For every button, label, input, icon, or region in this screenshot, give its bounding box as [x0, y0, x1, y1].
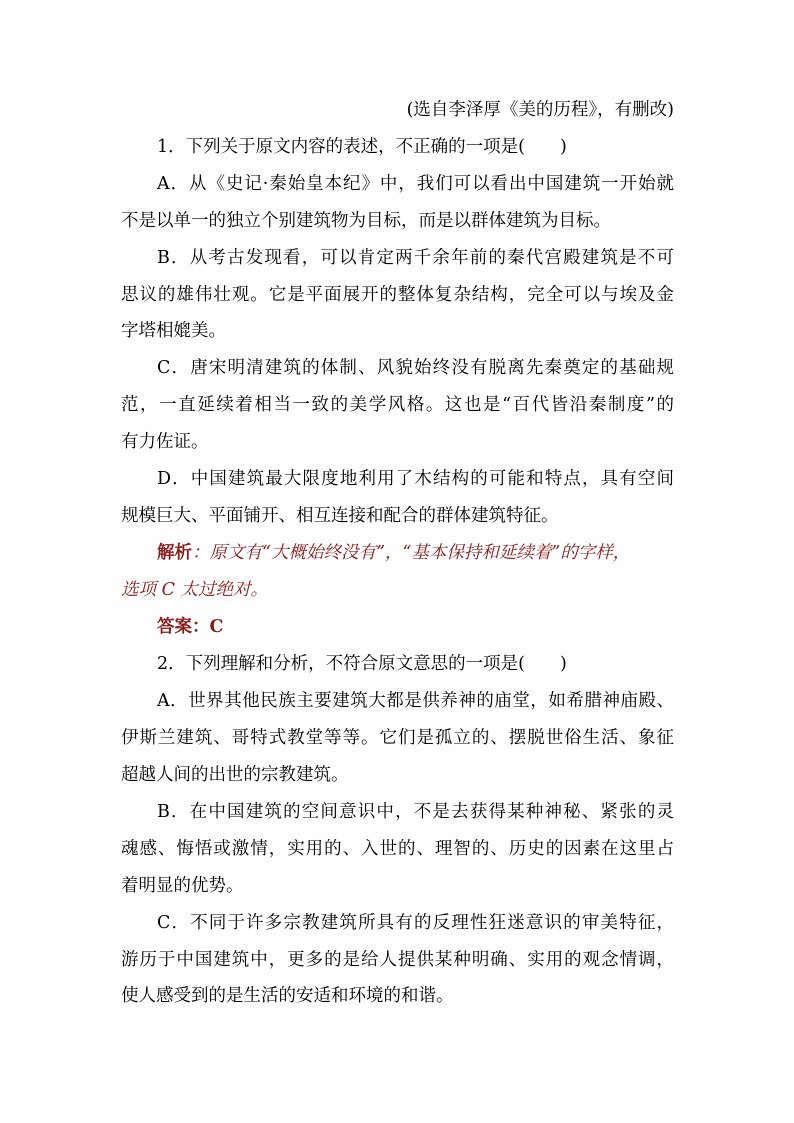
q2-option-a-line-3: 超越人间的出世的宗教建筑。	[121, 765, 349, 785]
q2-option-b-line-2: 魂感、悔悟或激情，实用的、入世的、理智的、历史的因素在这里占	[121, 839, 674, 859]
q1-answer	[157, 614, 223, 640]
q2-option-c-line-1: C．不同于许多宗教建筑所具有的反理性狂迷意识的审美特征，	[157, 913, 674, 933]
analysis-text: ：原文有“大概始终没有”，“基本保持和延续着”的字样，	[192, 543, 631, 563]
q1-option-d-line-2: 规模巨大、平面铺开、相互连接和配合的群体建筑特征。	[121, 506, 559, 526]
q2-option-a-line-1: A．世界其他民族主要建筑大都是供养神的庙堂，如希腊神庙殿、	[157, 691, 674, 711]
q1-option-a-line-2: 不是以单一的独立个别建筑物为目标，而是以群体建筑为目标。	[121, 211, 611, 231]
q1-option-d-line-1: D．中国建筑最大限度地利用了木结构的可能和特点，具有空间	[157, 469, 674, 489]
q1-option-c-line-2: 范，一直延续着相当一致的美学风格。这也是“百代皆沿秦制度”的	[121, 395, 674, 415]
q1-option-c-line-1: C．唐宋明清建筑的体制、风貌始终没有脱离先秦奠定的基础规	[157, 358, 674, 378]
q1-option-b-line-2: 思议的雄伟壮观。它是平面展开的整体复杂结构，完全可以与埃及金	[121, 285, 674, 305]
answer-value: ：C	[192, 617, 224, 637]
q1-option-b-line-3: 字塔相媲美。	[121, 321, 226, 341]
source-citation: (选自李泽厚《美的历程》，有删改)	[406, 100, 674, 120]
q1-option-c-line-3: 有力佐证。	[121, 432, 209, 452]
answer-label: 答案	[157, 617, 192, 637]
q2-option-c-line-3: 使人感受到的是生活的安适和环境的和谐。	[121, 986, 454, 1006]
q2-option-b-line-3: 着明显的优势。	[121, 876, 244, 896]
analysis-label: 解析	[157, 543, 192, 563]
q1-analysis-line-2: 选项 C 太过绝对。	[121, 580, 269, 600]
q2-option-a-line-2: 伊斯兰建筑、哥特式教堂等等。它们是孤立的、摆脱世俗生活、象征	[121, 728, 674, 748]
q1-analysis-line-1	[157, 540, 630, 566]
q1-option-a-line-1: A．从《史记·秦始皇本纪》中，我们可以看出中国建筑一开始就	[157, 174, 674, 194]
q2-option-b-line-1: B．在中国建筑的空间意识中，不是去获得某种神秘、紧张的灵	[157, 802, 674, 822]
question-2-stem: 2．下列理解和分析，不符合原文意思的一项是( )	[157, 654, 567, 674]
q1-option-b-line-1: B．从考古发现看，可以肯定两千余年前的秦代宫殿建筑是不可	[157, 248, 674, 268]
q2-option-c-line-2: 游历于中国建筑中，更多的是给人提供某种明确、实用的观念情调，	[121, 950, 674, 970]
question-1-stem: 1．下列关于原文内容的表述，不正确的一项是( )	[157, 137, 567, 157]
